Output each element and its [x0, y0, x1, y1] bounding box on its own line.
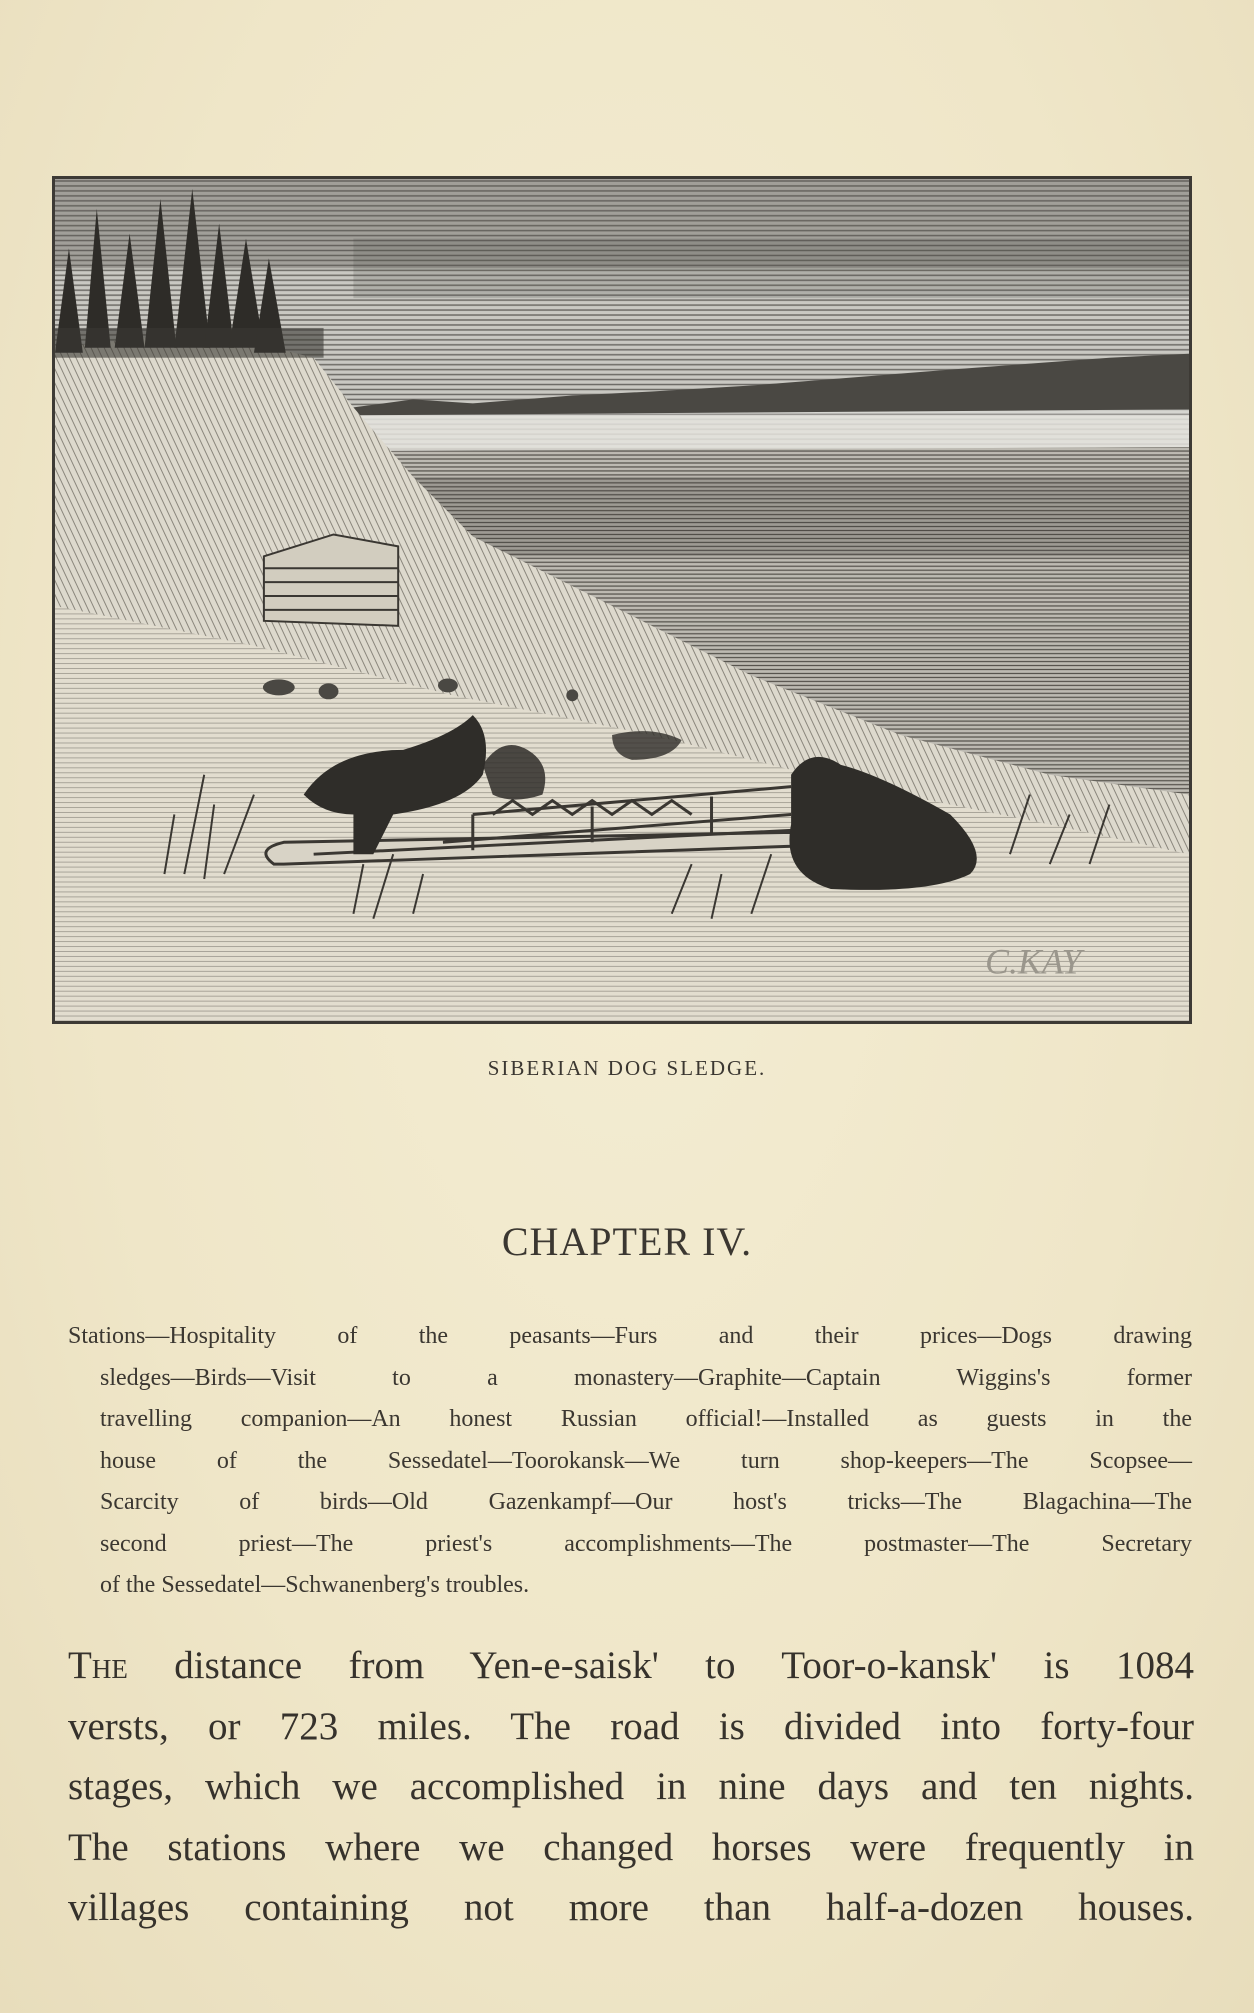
synopsis-line: travelling companion—An honest Russian official!—Installed as guests in the: [100, 1406, 1192, 1432]
engraving-plate: [52, 176, 1192, 1024]
body-line: versts, or 723 miles. The road is divided into forty-four: [68, 1704, 1194, 1748]
body-line: The stations where we changed horses were frequently in: [68, 1825, 1194, 1869]
body-line: stages, which we accomplished in nine days and ten nights.: [68, 1765, 1194, 1808]
illustration-caption: SIBERIAN DOG SLEDGE.: [487, 1056, 767, 1080]
synopsis-line: second priest—The priest's accomplishments—The postmaster—The Secretary: [100, 1530, 1192, 1557]
chapter-synopsis: [68, 1316, 1192, 1607]
body-line: [68, 1636, 1194, 1697]
synopsis-line: Stations—Hospitality of the peasants—Furs and their prices—Dogs drawing: [68, 1323, 1192, 1349]
body-paragraph: [68, 1636, 1194, 1939]
chapter-title: CHAPTER IV.: [501, 1219, 753, 1264]
body-line: villages containing not more than half-a-dozen houses.: [68, 1886, 1194, 1929]
body-line-rest: distance from Yen-e-saisk' to Toor-o-kansk' is 1084: [127, 1644, 1194, 1687]
dog-sledge-engraving-icon: [55, 179, 1189, 1021]
synopsis-line: of the Sessedatel—Schwanenberg's troubles.: [100, 1572, 530, 1598]
synopsis-line: sledges—Birds—Visit to a monastery—Graphite—Captain Wiggins's former: [100, 1364, 1192, 1391]
engraver-signature: C.KAY: [985, 941, 1082, 982]
drop-word: The: [68, 1644, 128, 1687]
synopsis-line: house of the Sessedatel—Toorokansk—We turn shop-keepers—The Scopsee—: [100, 1447, 1192, 1474]
synopsis-line: Scarcity of birds—Old Gazenkampf—Our host's tricks—The Blagachina—The: [100, 1489, 1192, 1515]
